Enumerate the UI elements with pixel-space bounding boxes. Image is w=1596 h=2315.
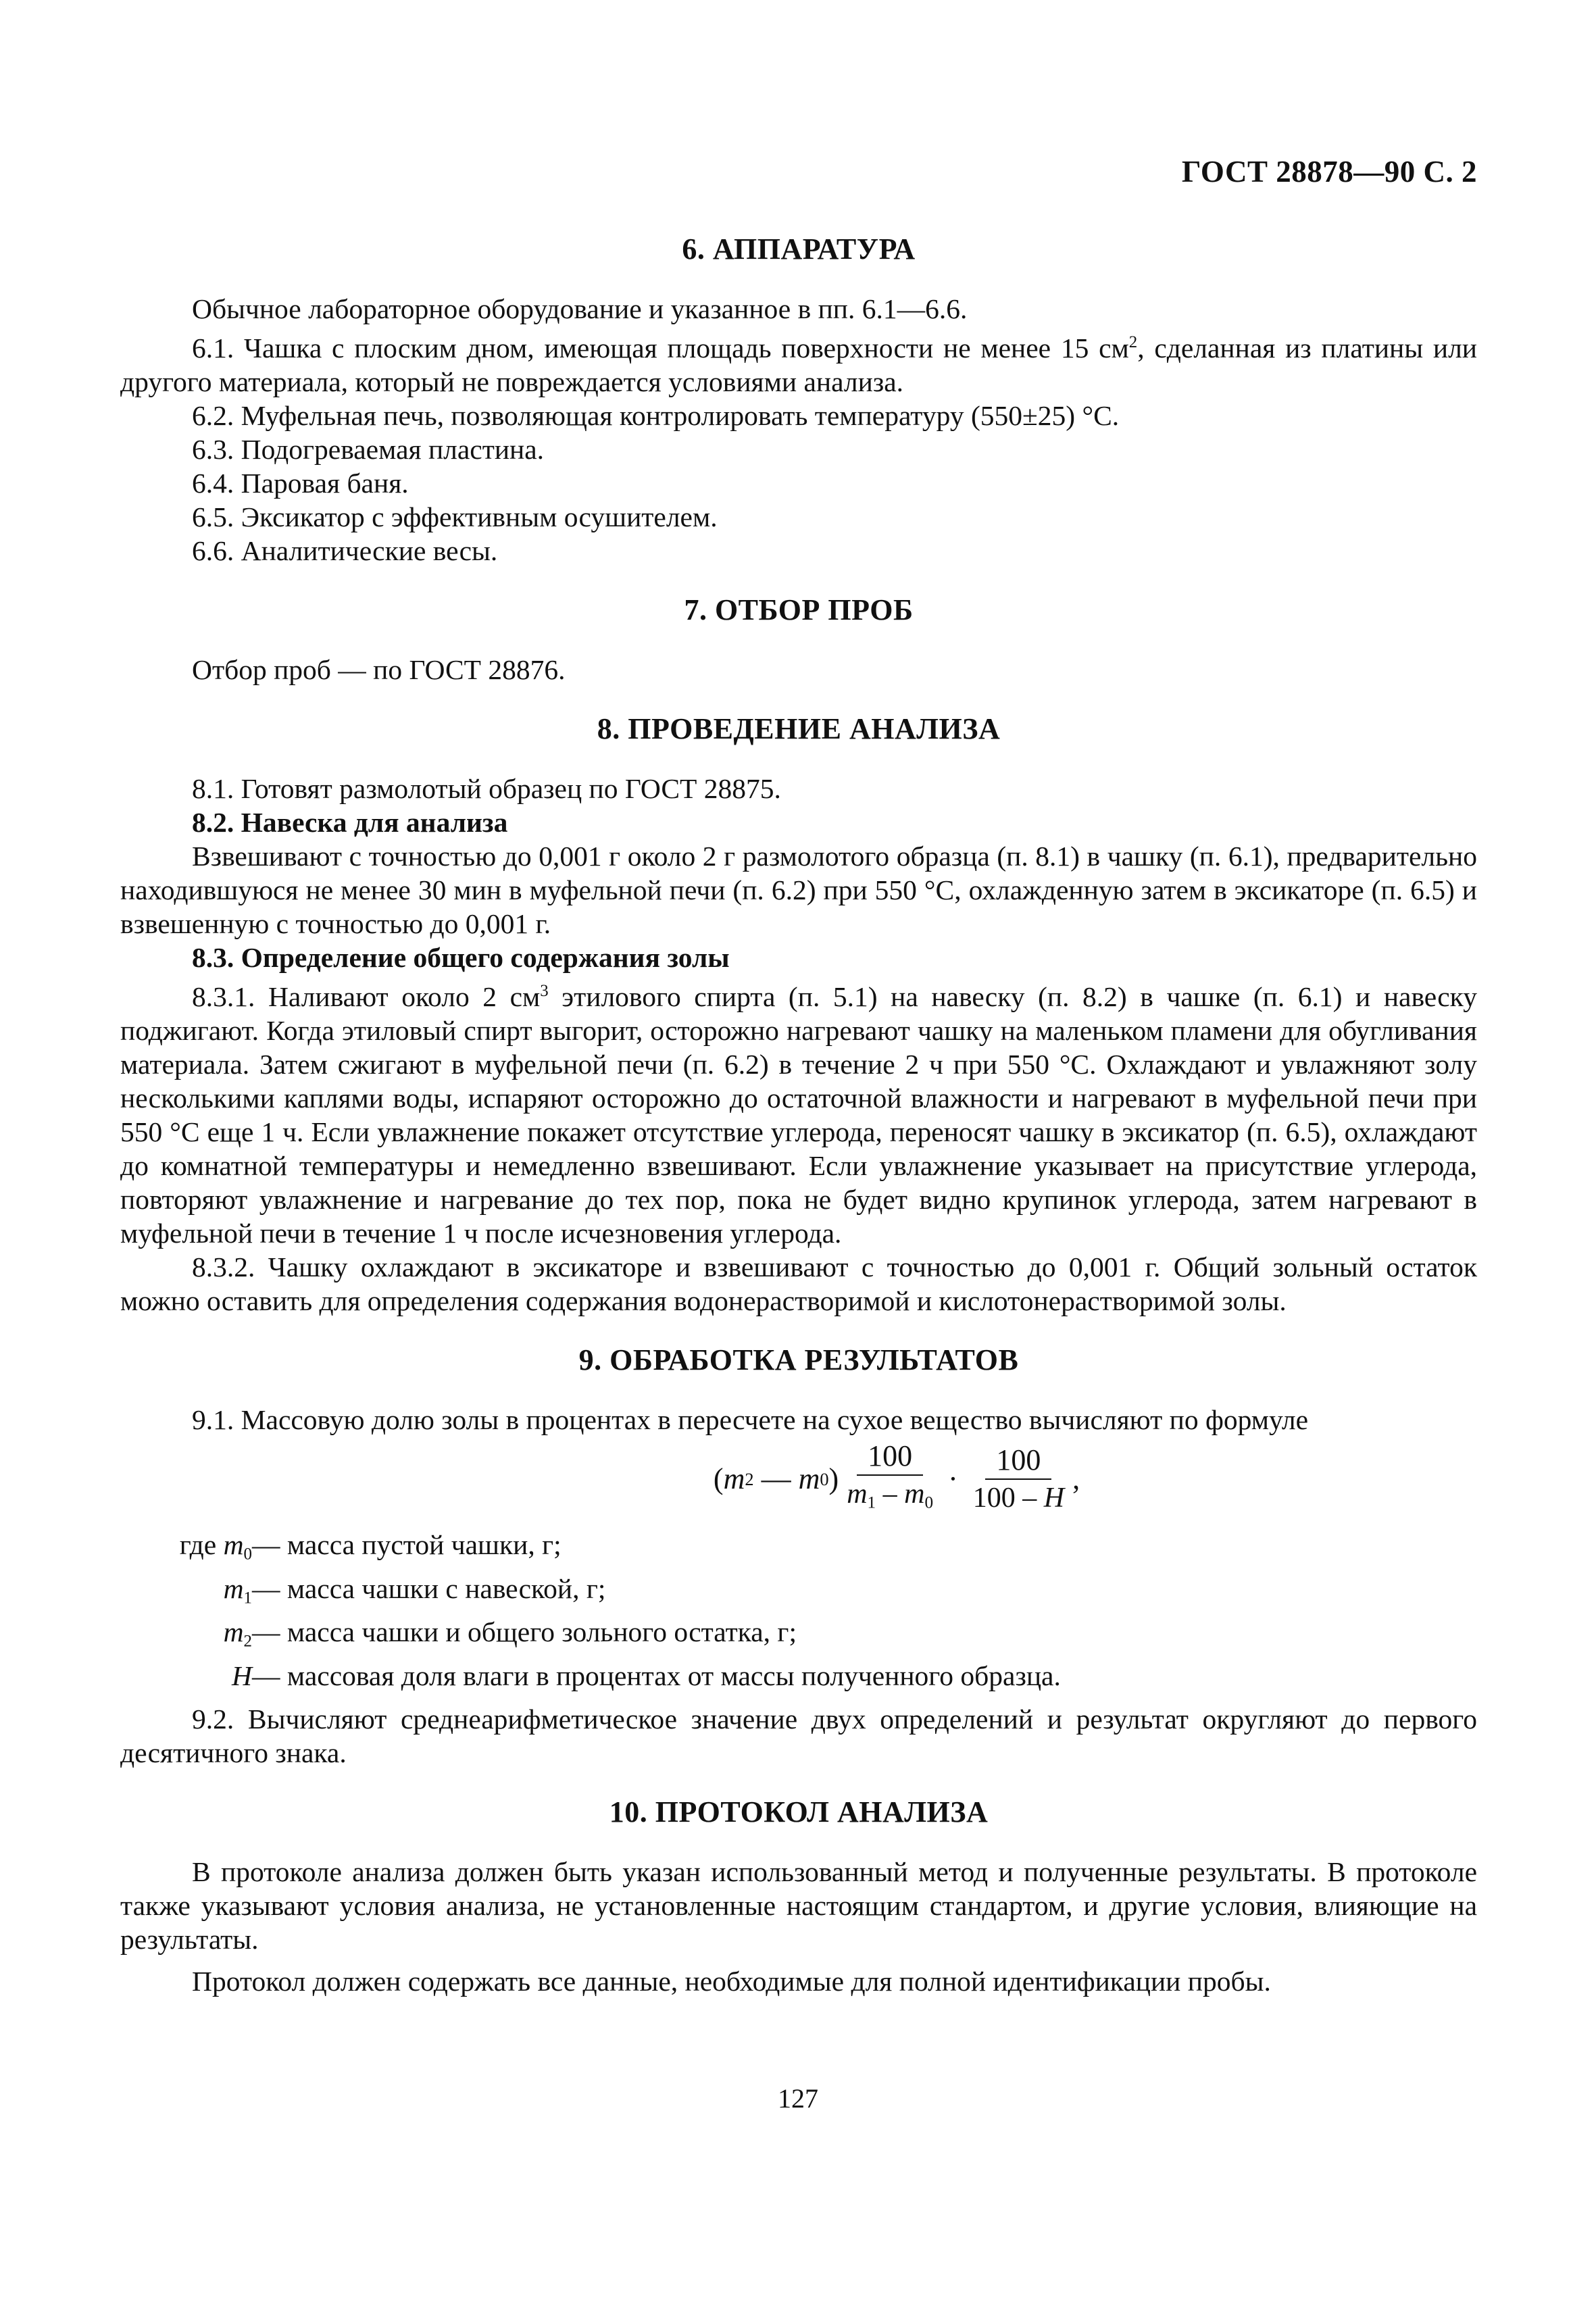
section-10-title: 10. ПРОТОКОЛ АНАЛИЗА: [609, 1795, 989, 1829]
section-7-title: 7. ОТБОР ПРОБ: [684, 593, 914, 626]
section-7-text: Отбор проб — по ГОСТ 28876.: [192, 653, 566, 685]
definition-m1: $m_1$ — масса чашки с навеской, г;: [223, 1572, 606, 1608]
formula-definitions: [120, 1528, 1477, 1702]
item-6-5: 6.5. Эксикатор с эффективным осушителем.: [192, 501, 718, 532]
item-6-2: 6.2. Муфельная печь, позволяющая контролировать температуру (550±25) °С.: [192, 399, 1120, 431]
section-6-title: 6. АППАРАТУРА: [682, 232, 916, 266]
section-8-title: 8. ПРОВЕДЕНИЕ АНАЛИЗА: [597, 712, 1001, 745]
item-6-3: 6.3. Подогреваемая пластина.: [192, 433, 545, 465]
item-6-6: 6.6. Аналитические весы.: [192, 534, 498, 566]
formula-fraction-2: $\frac{100}{100 - H}$: [972, 1443, 1065, 1514]
item-9-1: 9.1. Массовую долю золы в процентах в пересчете на сухое вещество вычисляют по формуле: [192, 1403, 1309, 1435]
running-header: ГОСТ 28878—90 С. 2: [1181, 155, 1477, 189]
page-number: 127: [778, 2083, 818, 2114]
section-10-para-1: В протоколе анализа должен быть указан использованный метод и полученные результаты. В протоколе также указывают условия анализа, не установленные настоящим стандартом, и другие условия, влияющие на результаты.: [120, 1856, 1477, 1956]
page-body: [120, 147, 1477, 1998]
item-8-2-text: Взвешивают с точностью до 0,001 г около 2 г размолотого образца (п. 8.1) в чашку (п. 6.1), предварительно находившуюся не менее 30 мин в муфельной печи (п. 6.2) при 550 °С, охлажденную затем в эксикаторе (п. 6.5) и взвешенную с точностью до 0,001 г.: [120, 840, 1477, 939]
heading-8-3: 8.3. Определение общего содержания золы: [192, 941, 730, 973]
definition-m2: $m_2$ — масса чашки и общего зольного остатка, г;: [223, 1616, 797, 1651]
item-8-1: 8.1. Готовят размолотый образец по ГОСТ 28875.: [192, 772, 781, 804]
item-6-4: 6.4. Паровая баня.: [192, 467, 409, 499]
item-6-1: 6.1. Чашка с плоским дном, имеющая площадь поверхности не менее 15 $см^2$, сделанная из платины или другого материала, который не повреждается условиями анализа.: [120, 332, 1477, 397]
section-6-intro: Обычное лабораторное оборудование и указанное в пп. 6.1—6.6.: [192, 293, 968, 324]
item-8-3-2: 8.3.2. Чашку охлаждают в эксикаторе и взвешивают с точностью до 0,001 г. Общий зольный остаток можно оставить для определения содержания водонерастворимой и кислотонерастворимой золы.: [120, 1251, 1477, 1316]
ash-formula: ( m 2 — m 0 ) $\frac{100}{m_1 - m_0}$ · $\frac{100}{100 - H}$ ,: [120, 1439, 1477, 1520]
item-9-2: 9.2. Вычисляют среднеарифметическое значение двух определений и результат округляют до первого десятичного знака.: [120, 1703, 1477, 1769]
heading-8-2: 8.2. Навеска для анализа: [192, 806, 508, 838]
spacer: [120, 147, 1477, 232]
definition-h: H — массовая доля влаги в процентах от массы полученного образца.: [232, 1660, 1061, 1691]
item-8-3-1: 8.3.1. Наливают около 2 $см^3$ этилового спирта (п. 5.1) на навеску (п. 8.2) в чашке (п. 6.1) и навеску поджигают. Когда этиловый спирт выгорит, осторожно нагревают чашку на маленьком пламени для обугливания материала. Затем сжигают в муфельной печи (п. 6.2) в течение 2 ч при 550 °С. Охлаждают и увлажняют золу несколькими каплями воды, испаряют осторожно до остаточной влажности и нагревают в муфельной печи при 550 °С еще 1 ч. Если увлажнение покажет отсутствие углерода, переносят чашку в эксикатор (п. 6.5), охлаждают до комнатной температуры и немедленно взвешивают. Если увлажнение указывает на присутствие углерода, повторяют увлажнение и нагревание до тех пор, пока не будет видно крупинок углерода, затем нагревают в муфельной печи в течение 1 ч после исчезновения углерода.: [120, 980, 1477, 1249]
section-9-title: 9. ОБРАБОТКА РЕЗУЛЬТАТОВ: [578, 1343, 1019, 1376]
definition-m0: где $m_0$ — масса пустой чашки, г;: [179, 1529, 562, 1564]
formula-fraction-1: $\frac{100}{m_1 - m_0}$: [847, 1439, 934, 1512]
section-10-para-2: Протокол должен содержать все данные, необходимые для полной идентификации пробы.: [192, 1966, 1271, 1997]
